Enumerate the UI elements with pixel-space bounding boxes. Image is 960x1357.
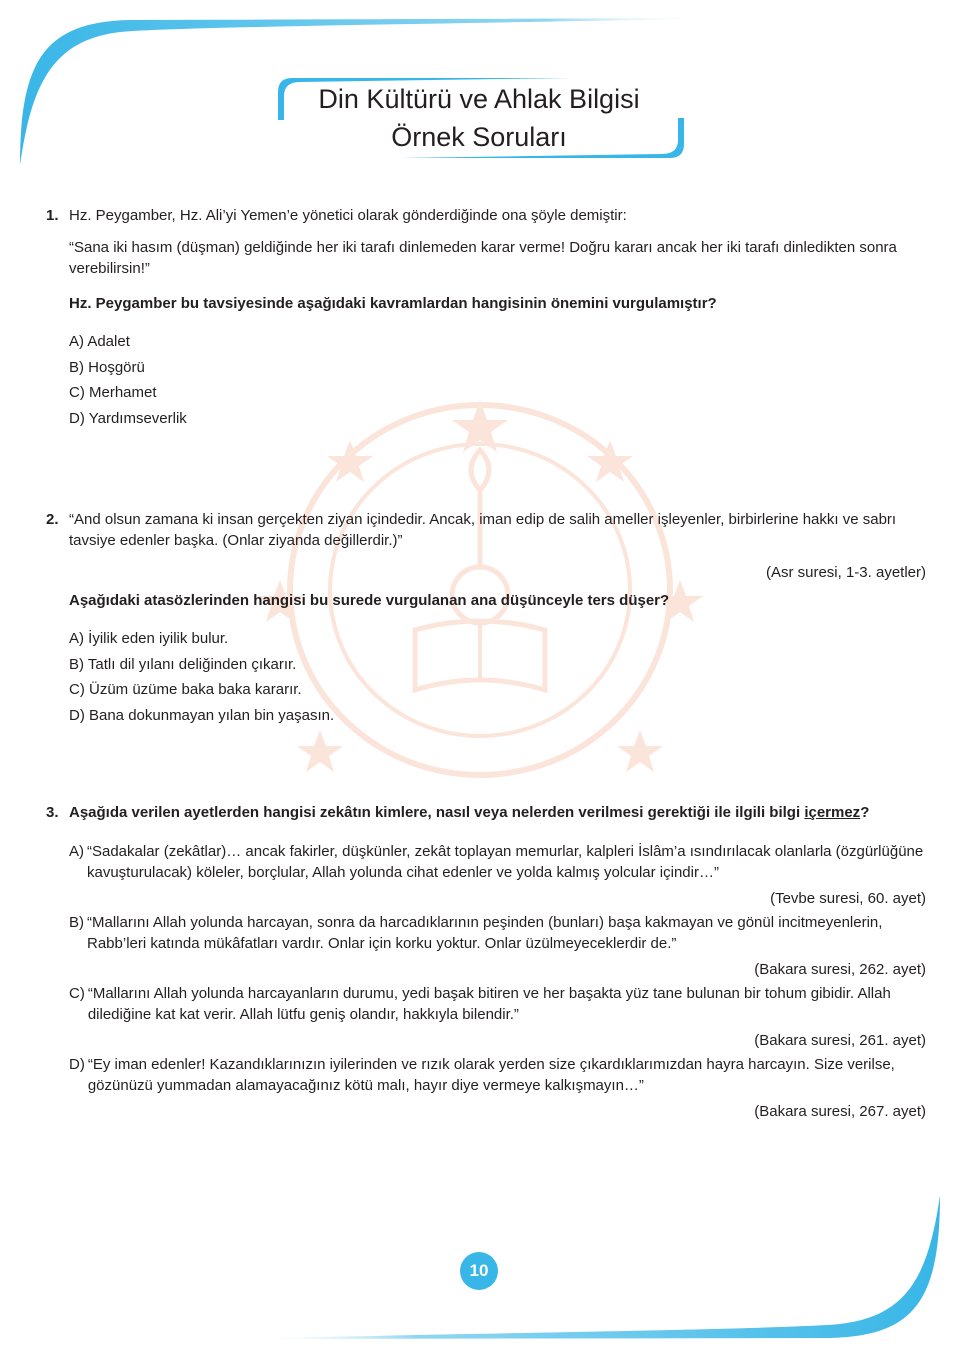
prompt-end: ? [860,804,870,821]
option-source: (Bakara suresi, 267. ayet) [754,1103,926,1120]
quote-source: (Asr suresi, 1-3. ayetler) [765,564,926,581]
title-line-1: Din Kültürü ve Ahlak Bilgisi [318,84,640,114]
option-d[interactable] [69,1054,926,1122]
option-d[interactable]: D) Yardımseverlik [69,409,187,427]
options-list [69,626,926,728]
option-label: B) [69,914,84,931]
option-text: “Mallarını Allah yolunda harcayan, sonra da harcadıklarının peşinden (bunları) başa kakmayan ve gönül incitmeyenlerin, Rabb’leri katında mükâfatları vardır. Onlar için korku yoktur. Onlar üzülmeyeceklerdir de.” [87,914,883,952]
option-b[interactable] [69,912,926,980]
question-number: 2. [46,511,59,528]
option-text: “Ey iman edenler! Kazandıklarınızın iyilerinden ve rızık olarak yerden size çıkardıklarımızdan hayra harcayın. Size verilse, gözünüzü yummadan alamayacağınız kötü malı, hayır diye vermeye kalkışmayın…” [87,1056,895,1094]
option-a[interactable]: A) Adalet [69,333,130,350]
option-text: “Sadakalar (zekâtlar)… ancak fakirler, düşkünler, zekât toplayan memurlar, kalpleri İslâm’a ısındırılacak olanlarla (özgürlüğüne kavuşturulacak) köleler, borçlular, Allah yolunda cihat edenler ve yolda kalmış yolcular içindir…” [87,843,924,881]
question-prompt [69,802,926,823]
page-title [283,80,675,156]
prompt-negation: içermez [804,804,861,821]
question-quote: “And olsun zamana ki insan gerçekten ziyan içindedir. Ancak, iman edip de salih ameller işleyenler, birbirlerine hakkı ve sabrı tavsiye edenler başka. (Onlar ziyanda değillerdir.)” [69,511,897,549]
question-quote: “Sana iki hasım (düşman) geldiğinde her iki tarafı dinlemeden karar verme! Doğru kararı ancak her iki tarafı dinledikten sonra verebilirsin!” [69,239,897,277]
options-list [69,329,926,431]
page-number-badge: 10 [460,1252,498,1290]
bottom-right-swoosh [240,1195,940,1339]
prompt-text: Aşağıda verilen ayetlerden hangisi zekâtın kimlere, nasıl veya nelerden verilmesi gerektiği ile ilgili bilgi [69,804,805,821]
option-c[interactable] [69,983,926,1051]
option-b[interactable]: B) Tatlı dil yılanı deliğinden çıkarır. [69,655,297,673]
question-number: 3. [46,804,59,821]
title-line-2: Örnek Soruları [391,122,567,152]
option-a[interactable]: A) İyilik eden iyilik bulur. [69,630,229,647]
option-source: (Bakara suresi, 261. ayet) [754,1032,926,1049]
option-d[interactable]: D) Bana dokunmayan yılan bin yaşasın. [69,706,335,724]
option-c[interactable]: C) Üzüm üzüme baka baka kararır. [69,681,302,698]
options-list [69,841,926,1122]
option-b[interactable]: B) Hoşgörü [69,358,145,376]
option-label: A) [69,843,84,860]
option-text: “Mallarını Allah yolunda harcayanların durumu, yedi başak bitiren ve her başakta yüz tane bulunan bir tohum gibidir. Allah dilediğine kat kat verir. Allah lütfu geniş olandır, hakkıyla bilendir.” [87,985,891,1023]
option-a[interactable] [69,841,926,909]
option-source: (Tevbe suresi, 60. ayet) [770,890,926,907]
question-prompt: Hz. Peygamber bu tavsiyesinde aşağıdaki kavramlardan hangisinin önemini vurgulamıştır? [69,295,717,312]
option-c[interactable]: C) Merhamet [69,384,157,401]
option-label: C) [69,985,85,1002]
option-source: (Bakara suresi, 262. ayet) [754,961,926,978]
option-label: D) [69,1056,85,1073]
question-3 [46,802,926,1122]
question-number: 1. [46,207,59,224]
question-2 [46,509,926,728]
question-intro: Hz. Peygamber, Hz. Ali’yi Yemen’e yönetici olarak gönderdiğinde ona şöyle demiştir: [69,207,627,224]
question-1 [46,205,926,431]
question-prompt: Aşağıdaki atasözlerinden hangisi bu surede vurgulanan ana düşünceyle ters düşer? [69,592,670,609]
